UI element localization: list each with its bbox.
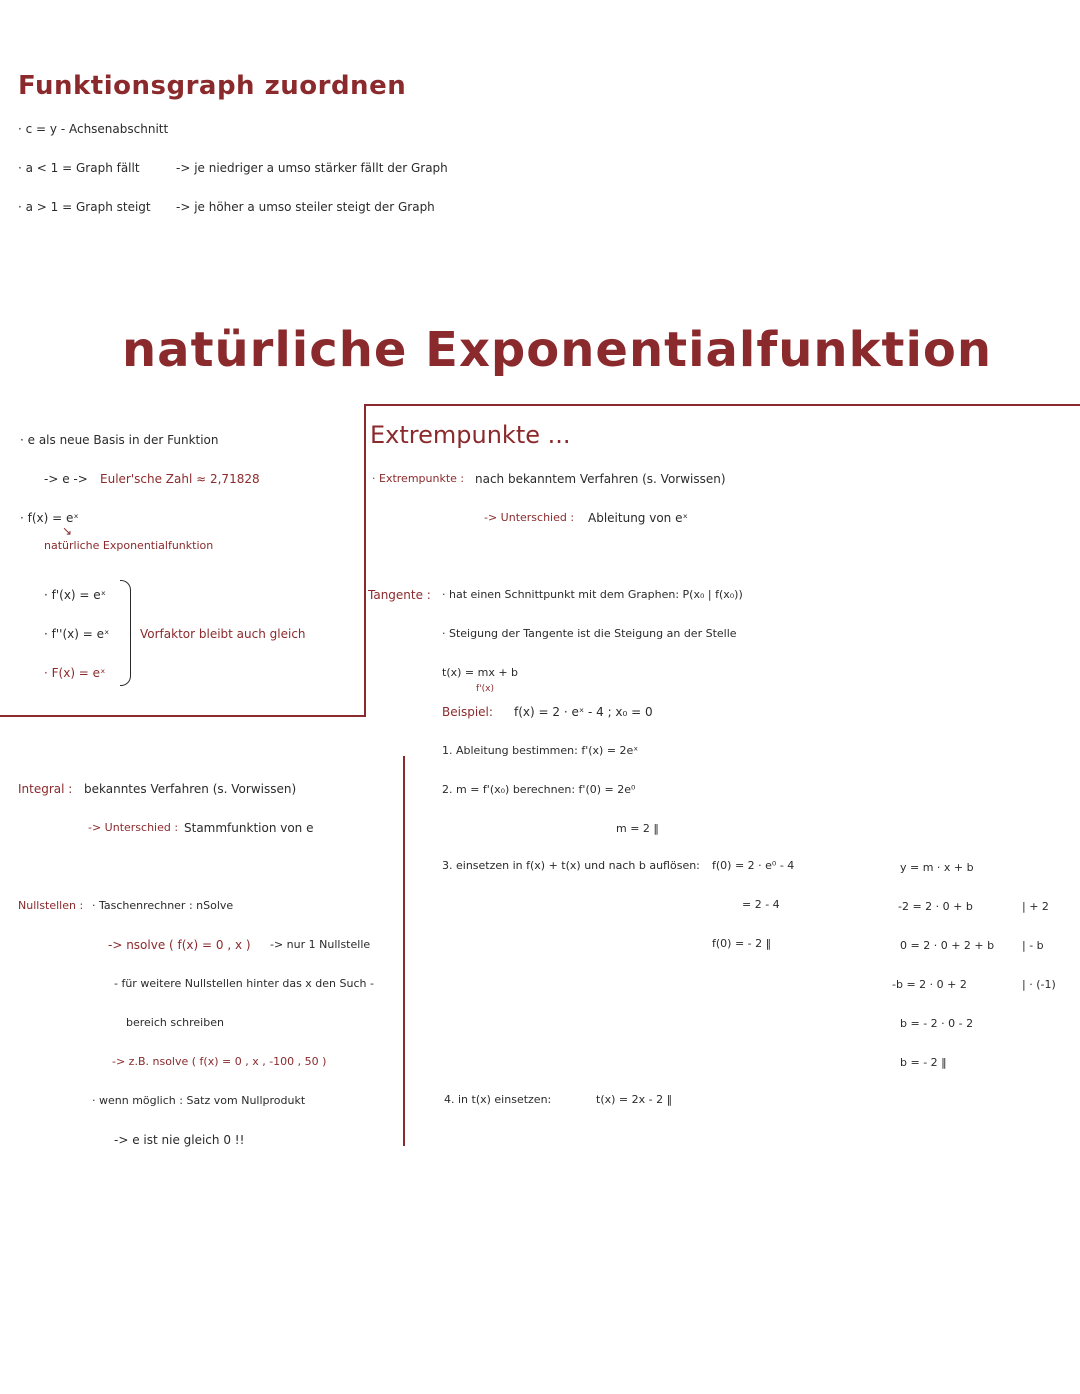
nullstellen-l1: · Taschenrechner : nSolve — [92, 899, 234, 912]
integral-label: Integral : — [18, 782, 73, 796]
step-2-result: m = 2 ‖ — [616, 822, 659, 835]
beispiel-function: f(x) = 2 · eˣ - 4 ; x₀ = 0 — [514, 705, 653, 719]
beispiel-label: Beispiel: — [442, 705, 493, 719]
calc-2-op: | + 2 — [1022, 900, 1049, 913]
tangente-l1: · hat einen Schnittpunkt mit dem Graphen: P(x₀ | f(x₀)) — [442, 588, 743, 601]
nullstellen-label: Nullstellen : — [18, 899, 84, 912]
step-3-r1: f(0) = 2 · e⁰ - 4 — [712, 859, 795, 872]
step-1: 1. Ableitung bestimmen: f'(x) = 2eˣ — [442, 744, 639, 757]
extrem-unterschied-label: -> Unterschied : — [484, 511, 575, 524]
step-4-result: t(x) = 2x - 2 ‖ — [596, 1093, 673, 1106]
tangente-m-sub: f'(x) — [476, 684, 494, 694]
nullstellen-one-root: -> nur 1 Nullstelle — [270, 938, 371, 951]
nullstellen-l6: · wenn möglich : Satz vom Nullprodukt — [92, 1094, 306, 1107]
calc-4-op: | · (-1) — [1022, 978, 1056, 991]
extrem-label: · Extrempunkte : — [372, 472, 465, 485]
fx-definition: · f(x) = eˣ — [20, 511, 79, 525]
nullstellen-l7: -> e ist nie gleich 0 !! — [114, 1133, 245, 1147]
step-2: 2. m = f'(x₀) berechnen: f'(0) = 2e⁰ — [442, 783, 636, 796]
bullet-a-greater-1: · a > 1 = Graph steigt — [18, 200, 151, 214]
tangente-formula: t(x) = mx + b — [442, 666, 519, 679]
bullet-a-less-1: · a < 1 = Graph fällt — [18, 161, 140, 175]
calc-5: b = - 2 · 0 - 2 — [900, 1017, 974, 1030]
nullstellen-l3: - für weitere Nullstellen hinter das x den Such - — [114, 977, 374, 990]
euler-arrow: -> e -> — [44, 472, 88, 486]
step-3-r3: f(0) = - 2 ‖ — [712, 937, 772, 950]
extrem-text: nach bekanntem Verfahren (s. Vorwissen) — [475, 472, 726, 486]
left-box-right-border — [364, 404, 366, 717]
nullstellen-example: -> z.B. nsolve ( f(x) = 0 , x , -100 , 50 ) — [112, 1055, 327, 1068]
nullstellen-l4: bereich schreiben — [126, 1016, 224, 1029]
calc-4: -b = 2 · 0 + 2 — [892, 978, 967, 991]
first-derivative: · f'(x) = eˣ — [44, 588, 107, 602]
main-title: natürliche Exponentialfunktion — [122, 322, 993, 378]
vorfaktor-note: Vorfaktor bleibt auch gleich — [140, 627, 306, 641]
extrem-title: Extrempunkte ... — [370, 421, 571, 449]
integral-unterschied-text: Stammfunktion von e — [184, 821, 314, 835]
step-3: 3. einsetzen in f(x) + t(x) und nach b auflösen: — [442, 859, 700, 872]
section-title-funktionsgraph: Funktionsgraph zuordnen — [18, 71, 407, 101]
tangente-l2: · Steigung der Tangente ist die Steigung an der Stelle — [442, 627, 737, 640]
bullet-c: · c = y - Achsenabschnitt — [18, 122, 169, 136]
integral-unterschied-label: -> Unterschied : — [88, 821, 179, 834]
note-a-less-1: -> je niedriger a umso stärker fällt der Graph — [176, 161, 448, 175]
antiderivative: · F(x) = eˣ — [44, 666, 106, 680]
calc-1: y = m · x + b — [900, 861, 974, 874]
brace-icon — [120, 580, 131, 686]
nullstellen-nsolve: -> nsolve ( f(x) = 0 , x ) — [108, 938, 251, 952]
integral-text: bekanntes Verfahren (s. Vorwissen) — [84, 782, 297, 796]
step-4: 4. in t(x) einsetzen: — [444, 1093, 552, 1106]
tangente-label: Tangente : — [368, 588, 431, 602]
second-derivative: · f''(x) = eˣ — [44, 627, 110, 641]
calc-3: 0 = 2 · 0 + 2 + b — [900, 939, 995, 952]
natural-exp-label: natürliche Exponentialfunktion — [44, 539, 214, 552]
note-a-greater-1: -> je höher a umso steiler steigt der Graph — [176, 200, 435, 214]
extrem-unterschied-text: Ableitung von eˣ — [588, 511, 688, 525]
calc-2: -2 = 2 · 0 + b — [898, 900, 973, 913]
down-arrow-icon: ↘ — [62, 524, 73, 538]
step-3-r2: = 2 - 4 — [742, 898, 780, 911]
calc-6: b = - 2 ‖ — [900, 1056, 947, 1069]
euler-number: Euler'sche Zahl ≈ 2,71828 — [100, 472, 260, 486]
right-box-top-border — [364, 404, 1080, 406]
lower-divider — [403, 756, 405, 1146]
e-basis-line: · e als neue Basis in der Funktion — [20, 433, 219, 447]
left-box-bottom-border — [0, 715, 366, 717]
calc-3-op: | - b — [1022, 939, 1044, 952]
